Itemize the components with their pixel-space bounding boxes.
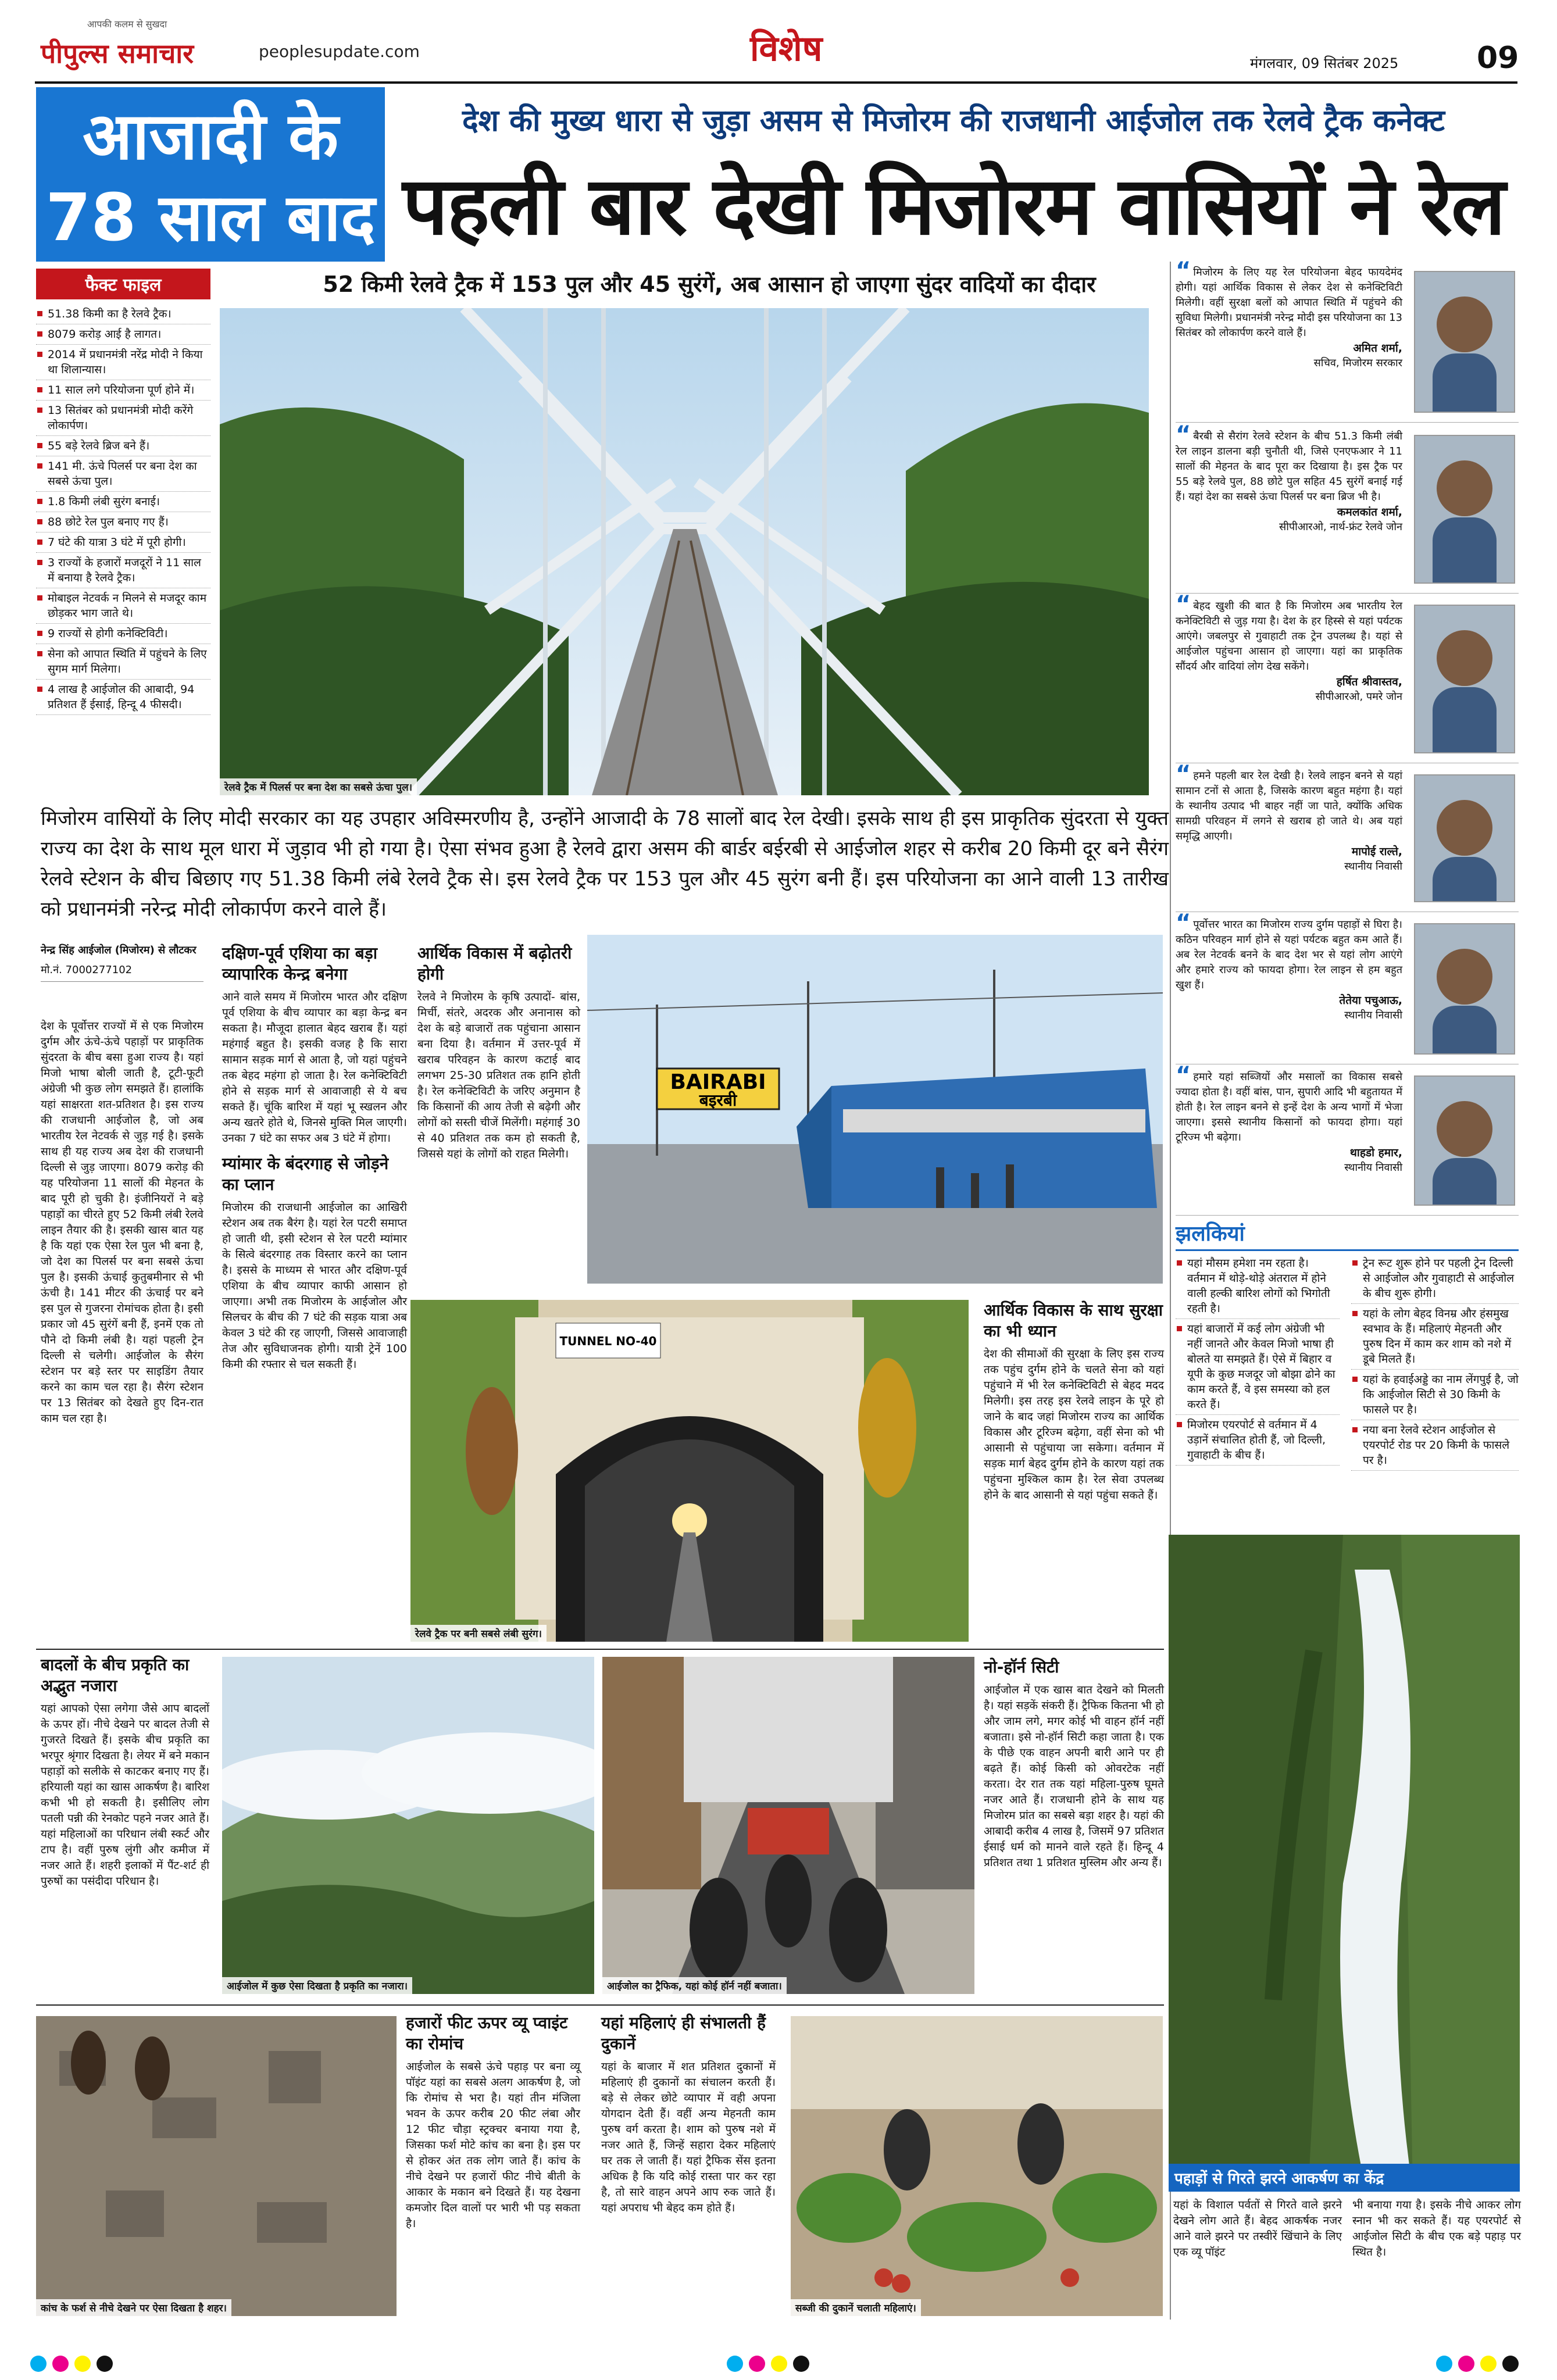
glass-floor-photo [36, 2016, 397, 2316]
portrait-photo [1414, 1075, 1515, 1206]
masthead-rule [35, 81, 1517, 84]
fact-item: 13 सितंबर को प्रधानमंत्री मोदी करेंगे लोकार्पण। [36, 401, 210, 436]
section-label: विशेष [750, 28, 823, 69]
market-photo [791, 2016, 1163, 2316]
quote-body: पूर्वोत्तर भारत का मिजोरम राज्य दुर्गम पहाड़ों से घिरा है। कठिन परिवहन मार्ग होने से यहां पर्यटक बहुत कम आते हैं। अब रेल नेटवर्क बनने के बाद देश भर से यहां लोग आएंगे और हमारे राज्य को फायदा होगा। रेल लाइन से हम बहुत खुश हैं। [1176, 919, 1402, 991]
magenta-dot [52, 2356, 69, 2372]
security-text: देश की सीमाओं की सुरक्षा के लिए इस राज्य तक पहुंच दुर्गम होने के चलते सेना को यहां पहुंचाने में भी रेल कनेक्टिविटी से बेहद मदद मिलेगी। इस तरह इस रेलवे लाइन के पूरे हो जाने के बाद जहां मिजोरम राज्य का आर्थिक विकास और टूरिज्म बढ़ेगा, वहीं सेना को भी आसानी से पहुंचाया जा सकेगा। वर्तमान में सड़क मार्ग बेहद दुर्गम होने के कारण यहां तक पहुंचना मुश्किल काम है। रेल सेवा उपलब्ध होने के बाद आसानी से यहां पहुंचा सकते हैं। [984, 1348, 1164, 1502]
quote-mark-icon: “ [1176, 761, 1191, 788]
hero-photo-caption: रेलवे ट्रैक में पिलर्स पर बना देश का सबसे ऊंचा पुल। [220, 778, 417, 795]
clouds-head: बादलों के बीच प्रकृति का अद्भुत नजारा [41, 1655, 190, 1695]
col2-text1: आने वाले समय में मिजोरम भारत और दक्षिण पूर्व एशिया के बीच व्यापार का बड़ा केन्द्र बन सकता है। मौजूदा हालात बेहद खराब हैं। यहां महंगाई बहुत है। इसकी वजह है कि सारा सामान सड़क मार्ग से आता है, जो यहां पहुंचने तक बेहद महंगा हो जाता है। रेल कनेक्टिविटी होने से सड़क मार्ग से आवाजाही से ये बच सकते हैं। चूंकि बारिश में यहां भू स्खलन और अन्य खतरे होते थे, जिनसे मुक्ति मिल जाएगी। उनका 7 घंटे का सफर अब 3 घंटे में होगा। [222, 991, 407, 1145]
women-shops-section [601, 2013, 776, 2216]
quote-body: हमने पहली बार रेल देखी है। रेलवे लाइन बनने से यहां सामान टनों से आता है, जिसके कारण बहुत महंगा है। यहां के स्थानीय उत्पाद भी बाहर नहीं जा पाते, क्योंकि अधिक सामग्री परिवहन में लगने से खराब हो जाते थे। अब यहां समृद्धि आएगी। [1176, 770, 1402, 842]
tunnel-sign: TUNNEL NO-40 [559, 1334, 657, 1348]
row2-rule [36, 1649, 1164, 1650]
glimpse-item: यहां के हवाईअड्डे का नाम लेंगपुई है, जो कि आईजोल सिटी से 30 किमी के फासले पर है। [1351, 1370, 1519, 1420]
glimpse-item: ट्रेन रूट शुरू होने पर पहली ट्रेन दिल्ली से आईजोल और गुवाहाटी से आईजोल के बीच शुरू होगी। [1351, 1253, 1519, 1304]
fact-item: 88 छोटे रेल पुल बनाए गए हैं। [36, 512, 210, 533]
glass-floor-illustration [36, 2016, 397, 2316]
security-section [984, 1300, 1164, 1503]
quote-block [1176, 1062, 1519, 1216]
quote-body: बेहद खुशी की बात है कि मिजोरम अब भारतीय रेल कनेक्टिविटी से जुड़ गया है। देश के हर हिस्से से यहां पर्यटक आएंगे। जबलपुर से गुवाहाटी तक ट्रेन उपलब्ध है। यहां से आईजोल पहुंचना आसान हो जाएगा। यहां का प्राकृतिक सौंदर्य और वादियां लोग देख सकेंगे। [1176, 600, 1402, 673]
quote-block [1176, 421, 1519, 594]
fact-item: 3 राज्यों के हजारों मजदूरों ने 11 साल में बनाया है रेलवे ट्रैक। [36, 553, 210, 588]
col2-head1: दक्षिण-पूर्व एशिया का बड़ा व्यापारिक केन्द्र बनेगा [222, 944, 378, 984]
clouds-section [41, 1654, 209, 1889]
black-dot [97, 2356, 113, 2372]
byline-place: आईजोल (मिजोरम) से लौटकर [78, 944, 197, 956]
quote-text [1176, 910, 1402, 993]
quote-text [1176, 258, 1402, 341]
quote-name: तेतेया पचुआऊ, [1339, 994, 1402, 1007]
magenta-dot [1458, 2356, 1474, 2372]
portrait-photo [1414, 605, 1515, 753]
no-horn-text: आईजोल में एक खास बात देखने को मिलती है। यहां सड़कें संकरी हैं। ट्रैफिक कितना भी हो और जाम लगे, मगर कोई भी वाहन हॉर्न नहीं बजाता। इसे नो-हॉर्न सिटी कहा जाता है। एक के पीछे एक वाहन अपनी बारी आने पर ही बढ़ते हैं। कोई किसी को ओवरटेक नहीं करता। देर रात तक यहां महिला-पुरुष घूमते नजर आते हैं। राजधानी होने के साथ यह मिजोरम प्रांत का सबसे बड़ा शहर है। यहां की आबादी करीब 4 लाख है, जिसमें 97 प्रतिशत ईसाई धर्म को मानने वाले रहते हैं। हिन्दू 4 प्रतिशत तथा 1 प्रतिशत मुस्लिम और अन्य हैं। [984, 1684, 1164, 1869]
glimpse-item: यहां के लोग बेहद विनम्र और हंसमुख स्वभाव के हैं। महिलाएं मेहनती और पुरुष दिन में काम कर शाम को नशे में डूबे मिलते हैं। [1351, 1304, 1519, 1370]
quote-name: मापोई राल्ते, [1351, 845, 1402, 858]
fact-item: 55 बड़े रेलवे ब्रिज बने हैं। [36, 436, 210, 456]
no-horn-head: नो-हॉर्न सिटी [984, 1657, 1059, 1677]
station-sign-en: BAIRABI [670, 1070, 766, 1094]
traffic-illustration [602, 1657, 974, 1994]
issue-date: मंगलवार, 09 सितंबर 2025 [1250, 55, 1399, 72]
byline-mobile: मो.नं. 7000277102 [41, 964, 133, 976]
quote-name: अमित शर्मा, [1353, 342, 1402, 355]
glass-floor-caption: कांच के फर्श से नीचे देखने पर ऐसा दिखता है शहर। [36, 2299, 231, 2316]
quote-role: सीपीआरओ, पमरे जोन [1315, 691, 1402, 703]
quote-text [1176, 421, 1402, 505]
quote-block [1176, 761, 1519, 912]
col3-text: रेलवे ने मिजोरम के कृषि उत्पादों- बांस, मिर्ची, संतरे, अदरक और अनानास को देश के बड़े बाजारों तक पहुंचाना आसान बना दिया है। वर्तमान में उत्तर-पूर्व में खराब परिवहन के कारण कटाई बाद लगभग 25-30 प्रतिशत तक हानि होती है। रेल कनेक्टिविटी के जरिए अनुमान है कि किसानों की आय तेजी से बढ़ेगी और लोगों को सस्ती चीजें मिलेंगी। महंगाई 30 से 40 प्रतिशत तक कम हो सकती है, जिससे यहां के लोगों को राहत मिलेगी। [417, 991, 580, 1160]
tunnel-illustration [410, 1300, 969, 1642]
market-photo-caption: सब्जी की दुकानें चलाती महिलाएं। [791, 2299, 921, 2316]
row3-rule [36, 2004, 1164, 2006]
glimpse-item: यहां बाजारों में कई लोग अंग्रेजी भी नहीं जानते और केवल मिजो भाषा ही बोलते या समझते हैं। ऐसे में बिहार व यूपी के कुछ मजदूर जो बोझा ढोने का काम करते हैं, वे इस समस्या को हल करते हैं। [1176, 1319, 1340, 1415]
station-illustration [587, 935, 1163, 1284]
paper-name: पीपुल्स समाचार [41, 38, 194, 69]
intro-paragraph: मिजोरम वासियों के लिए मोदी सरकार का यह उपहार अविस्मरणीय है, उन्होंने आजादी के 78 सालों बाद रेल देखी। इसके साथ ही इस प्राकृतिक सुंदरता से युक्त राज्य का देश के साथ मूल धारा में जुड़ाव भी हो गया है। ऐसा संभव हुआ है रेलवे द्वारा असम की बार्डर बईरबी से आईजोल शहर से करीब 20 किमी दूर बने सैरंग रेलवे स्टेशन के बीच बिछाए गए 51.38 किमी लंबे रेलवे ट्रैक से। इस रेलवे ट्रैक पर 153 पुल और 45 सुरंग बनी हैं। इस परियोजना का आने वाली 13 तारीख को प्रधानमंत्री नरेन्द्र मोदी लोकार्पण करने वाले हैं। [41, 807, 1169, 921]
fact-item: 8079 करोड़ आई है लागत। [36, 324, 210, 345]
cyan-dot [727, 2356, 743, 2372]
fact-item: 4 लाख है आईजोल की आबादी, 94 प्रतिशत हैं ईसाई, हिन्दू 4 फीसदी। [36, 680, 210, 715]
quote-role: स्थानीय निवासी [1344, 1009, 1402, 1021]
page-number: 09 [1477, 41, 1519, 76]
quote-text [1176, 591, 1402, 674]
portrait-photo [1414, 923, 1515, 1055]
station-sign-hi: बइरबी [699, 1091, 737, 1110]
yellow-dot [74, 2356, 91, 2372]
col2-head2: म्यांमार के बंदरगाह से जोड़ने का प्लान [222, 1154, 389, 1194]
viewpoint-text: आईजोल के सबसे ऊंचे पहाड़ पर बना व्यू पॉइंट यहां का सबसे अलग आकर्षण है, जो कि रोमांच से भरा है। यहां तीन मंजिला भवन के ऊपर करीब 20 फीट लंबा और 12 फीट चौड़ा स्ट्रक्चर बनाया गया है, जिसका फर्श मोटे कांच का बना है। इस पर से होकर अंत तक लोग जाते हैं। कांच के नीचे देखने पर हजारों फीट नीचे बीती के आकार के मकान बने दिखते हैं। यह देखना कमजोर दिल वालों पर भारी भी पड़ सकता है। [406, 2060, 580, 2230]
cyan-dot [30, 2356, 47, 2372]
quote-text [1176, 761, 1402, 844]
quote-mark-icon: “ [1176, 1062, 1191, 1089]
quote-block [1176, 910, 1519, 1064]
quote-block [1176, 258, 1519, 423]
masthead-tagline: आपकी कलम से सुखदा [87, 19, 167, 30]
quote-role: स्थानीय निवासी [1344, 1162, 1402, 1174]
waterfall-illustration [1169, 1535, 1520, 2192]
viewpoint-section [406, 2013, 580, 2232]
quote-name: कमलकांत शर्मा, [1337, 506, 1402, 519]
waterfall-text-right: भी बनाया गया है। इसके नीचे आकर लोग स्नान भी कर सकते हैं। यह एयरपोर्ट से आईजोल सिटी के बीच एक बड़े पहाड़ पर स्थित है। [1352, 2199, 1521, 2259]
col3-head: आर्थिक विकास में बढ़ोतरी होगी [417, 944, 572, 984]
col2-text2: मिजोरम की राजधानी आईजोल का आखिरी स्टेशन अब तक बैरंग है। यहां रेल पटरी समाप्त हो जाती थी, इसी स्टेशन से रेल पटरी म्यांमार के सित्वे बंदरगाह तक विस्तार करने का प्लान है। इससे के माध्यम से भारत और दक्षिण-पूर्व एशिया के बीच व्यापार काफी आसान हो जाएगा। अभी तक मिजोरम के आईजोल और सिलचर के बीच की 7 घंटे की सड़क यात्रा अब केवल 3 घंटे की रह जाएगी, जिससे आवाजाही तेज और सुविधाजनक होगी। यात्री ट्रेनें 100 किमी की रफ्तार से चल सकती हैं। [222, 1201, 407, 1371]
fact-file [36, 269, 210, 780]
hero-bridge-photo [220, 308, 1149, 795]
col1-body: देश के पूर्वोत्तर राज्यों में से एक मिजोरम दुर्गम और ऊंचे-ऊंचे पहाड़ों पर प्राकृतिक सुंदरता के बीच बसा हुआ राज्य है। यहां मिजो भाषा बोली जाती है, टूटी-फूटी अंग्रेजी भी कुछ लोग समझते हैं। हालांकि यहां साक्षरता शत-प्रतिशत है। इस राज्य की राजधानी आईजोल है, जो अब भारतीय रेल नेटवर्क से जुड़ गई है। इसके साथ ही यह राज्य अब देश की राजधानी दिल्ली से जुड़ जाएगा। 8079 करोड़ की यह परियोजना 11 सालों की मेहनत के बाद पूरी हो चुकी है। इंजीनियरों ने बड़े पहाड़ों का चीरते हुए 52 किमी लंबी रेलवे लाइन तैयार की है। इसकी खास बात यह है कि यहां एक ऐसा रेल पुल भी बना है, जो देश का पिलर्स पर बना सबसे ऊंचा पुल है। इसकी ऊंचाई कुतुबमीनार से भी ऊंची है। 141 मीटर की ऊंचाई पर बने इस पुल से गुजरना रोमांचक होता है। इसी प्रकार जो 45 सुरंगें बनी हैं, इनमें एक तो पौने दो किमी लंबी है। यहां पहली ट्रेन दिल्ली से चलेगी। आईजोल के सैरंग स्टेशन पर बड़े स्तर पर साइडिंग तैयार करने का काम चल रहा है। सैरंग स्टेशन पर 13 सितंबर को देखते हुए दिन-रात काम चल रहा है। [41, 1020, 203, 1425]
fact-item: 11 साल लगे परियोजना पूर्ण होने में। [36, 380, 210, 401]
waterfall-photo [1169, 1535, 1520, 2192]
quote-role: स्थानीय निवासी [1344, 860, 1402, 873]
quote-role: सचिव, मिजोरम सरकार [1313, 357, 1402, 369]
quote-mark-icon: “ [1176, 421, 1191, 448]
black-dot [793, 2356, 809, 2372]
quote-body: हमारे यहां सब्जियों और मसालों का विकास सबसे ज्यादा होता है। वहीं बांस, पान, सुपारी आदि भी बहुतायत में होती है। रेल लाइन बनने से इन्हें देश के अन्य भागों में भेजा जाएगा। इससे स्थानीय किसानों को फायदा होगा। यहां टूरिज्म भी बढ़ेगा। [1176, 1071, 1402, 1143]
fact-item: 1.8 किमी लंबी सुरंग बनाई। [36, 492, 210, 512]
fact-list [36, 304, 210, 715]
fact-item: 7 घंटे की यात्रा 3 घंटे में पूरी होगी। [36, 533, 210, 553]
quote-body: मिजोरम के लिए यह रेल परियोजना बेहद फायदेमंद होगी। यहां आर्थिक विकास से लेकर देश से कनेक्टिविटी मिलेगी। वहीं सुरक्षा बलों को आपात स्थिति में पहुंचने की सुविधा मिलेगी। प्रधानमंत्री नरेन्द्र मोदी इस परियोजना का 13 सितंबर को लोकार्पण करने वाले हैं। [1176, 266, 1402, 339]
subhead: 52 किमी रेलवे ट्रैक में 153 पुल और 45 सुरंगें, अब आसान हो जाएगा सुंदर वादियों का दीदार [323, 271, 1096, 297]
glimpse-item: मिजोरम एयरपोर्ट से वर्तमान में 4 उड़ानें संचालित होती हैं, जो दिल्ली, गुवाहाटी के बीच हैं। [1176, 1415, 1340, 1466]
traffic-photo-caption: आईजोल का ट्रैफिक, यहां कोई हॉर्न नहीं बजाता। [602, 1977, 787, 1994]
quote-body: बैरबी से सैरांग रेलवे स्टेशन के बीच 51.3 किमी लंबी रेल लाइन डालना बड़ी चुनौती थी, जिसे एनएफआर ने 11 सालों की मेहनत के बाद पूरा कर दिखाया है। इस ट्रैक पर 55 बड़े रेलवे पुल, 88 छोटे पुल सहित 45 सुरंगें बनाई गई हैं। यहां देश का सबसे ऊंचा पिलर्स पर बना ब्रिज भी है। [1176, 430, 1402, 503]
banner-label [36, 87, 385, 262]
quote-name: हर्षित श्रीवास्तव, [1336, 676, 1402, 688]
quote-mark-icon: “ [1176, 910, 1191, 937]
quote-name: थाहडो हमार, [1349, 1146, 1402, 1159]
magenta-dot [749, 2356, 765, 2372]
masthead [0, 0, 1557, 81]
portrait-photo [1414, 774, 1515, 902]
glimpse-item: नया बना रेलवे स्टेशन आईजोल से एयरपोर्ट रोड पर 20 किमी के फासले पर है। [1351, 1420, 1519, 1471]
banner-kicker: देश की मुख्य धारा से जुड़ा असम से मिजोरम की राजधानी आईजोल तक रेलवे ट्रैक कनेक्ट [462, 103, 1445, 138]
glimpses-box [1176, 1218, 1519, 1532]
portrait-photo [1414, 271, 1515, 413]
fact-item: सेना को आपात स्थिति में पहुंचने के लिए सुगम मार्ग मिलेगा। [36, 644, 210, 680]
market-illustration [791, 2016, 1163, 2316]
no-horn-section [984, 1657, 1164, 1871]
fact-item: मोबाइल नेटवर्क न मिलने से मजदूर काम छोड़कर भाग जाते थे। [36, 588, 210, 624]
glimpses-right [1351, 1253, 1519, 1471]
fact-item: 141 मी. ऊंचे पिलर्स पर बना देश का सबसे ऊंचा पुल। [36, 456, 210, 492]
clouds-photo [222, 1657, 594, 1994]
security-head: आर्थिक विकास के साथ सुरक्षा का भी ध्यान [984, 1300, 1163, 1341]
headline: पहली बार देखी मिजोरम वासियों ने रेल [402, 159, 1505, 253]
yellow-dot [1480, 2356, 1497, 2372]
tunnel-photo-caption: रेलवे ट्रैक पर बनी सबसे लंबी सुरंग। [410, 1625, 547, 1642]
quote-mark-icon: “ [1176, 258, 1191, 284]
website[interactable]: peoplesupdate.com [259, 42, 420, 61]
quote-mark-icon: “ [1176, 591, 1191, 618]
cyan-dot [1436, 2356, 1452, 2372]
banner-label-line2: 78 साल बाद [45, 180, 376, 256]
quote-block [1176, 591, 1519, 763]
quote-text [1176, 1062, 1402, 1145]
portrait-photo [1414, 435, 1515, 584]
fact-item: 51.38 किमी का है रेलवे ट्रैक। [36, 304, 210, 324]
clouds-photo-caption: आईजोल में कुछ ऐसा दिखता है प्रकृति का नजारा। [222, 1977, 412, 1994]
tunnel-photo [410, 1300, 969, 1642]
women-shops-text: यहां के बाजार में शत प्रतिशत दुकानों में महिलाएं ही दुकानों का संचालन करती हैं। बड़े से लेकर छोटे व्यापार में वही अपना योगदान देती हैं। वहीं अन्य मेहनती काम पुरुष वर्ग करता है। शाम को पुरुष नशे में नजर आते हैं, जिन्हें सहारा देकर महिलाएं घर तक ले जाती हैं। यहां ट्रैफिक सेंस इतना अधिक है कि यदि कोई रास्ता पार कर रहा है, तो सारे वाहन अपने आप रुक जाते हैं। यहां अपराध भी बेहद कम होते हैं। [601, 2060, 776, 2214]
bridge-illustration [220, 308, 1149, 795]
col2 [222, 943, 407, 1373]
women-shops-head: यहां महिलाएं ही संभालती हैं दुकानें [601, 2013, 766, 2053]
clouds-illustration [222, 1657, 594, 1994]
glimpse-item: यहां मौसम हमेशा नम रहता है। वर्तमान में थोड़े-थोड़े अंतराल में होने वाली हल्की बारिश लोगों को भिगोती रहती है। [1176, 1253, 1340, 1319]
byline [41, 943, 203, 982]
waterfall-text-left: यहां के विशाल पर्वतों से गिरते वाले झरने देखने लोग आते हैं। बेहद आकर्षक नजर आने वाले झरने पर तस्वीरें खिंचाने के लिए एक व्यू पॉइंट [1173, 2199, 1342, 2259]
black-dot [1502, 2356, 1519, 2372]
waterfall-caption: पहाड़ों से गिरते झरने आकर्षण का केंद्र [1169, 2164, 1520, 2192]
viewpoint-head: हजारों फीट ऊपर व्यू प्वाइंट का रोमांच [406, 2013, 568, 2053]
fact-file-title: फैक्ट फाइल [36, 269, 210, 299]
glimpses-title: झलकियां [1176, 1218, 1519, 1251]
fact-item: 2014 में प्रधानमंत्री नरेंद्र मोदी ने किया था शिलान्यास। [36, 345, 210, 380]
byline-author: नेन्द्र सिंह [41, 944, 74, 956]
quote-role: सीपीआरओ, नार्थ-फ्रंट रेलवे जोन [1279, 521, 1402, 533]
banner-label-line1: आजादी के [82, 99, 339, 174]
station-photo [587, 935, 1163, 1284]
yellow-dot [771, 2356, 787, 2372]
col3 [417, 943, 580, 1162]
traffic-photo [602, 1657, 974, 1994]
glimpses-left [1176, 1253, 1340, 1466]
clouds-text: यहां आपको ऐसा लगेगा जैसे आप बादलों के ऊपर हों। नीचे देखने पर बादल तेजी से गुजरते दिखते हैं। इसके बीच प्रकृति का भरपूर श्रृंगार दिखता है। लेयर में बने मकान पहाड़ों को सलीके से काटकर बनाए गए हैं। हरियाली यहां का खास आकर्षण है। बारिश कभी भी हो सकती है। इसीलिए लोग पतली पन्नी की रेनकोट पहने नजर आते हैं। यहां महिलाओं का परिधान लंबी स्कर्ट और टाप है। वहीं पुरुष लुंगी और कमीज में नजर आते हैं। शहरी इलाकों में पैंट-शर्ट ही पुरुषों का पसंदीदा परिधान है। [41, 1702, 209, 1888]
fact-item: 9 राज्यों से होगी कनेक्टिविटी। [36, 624, 210, 644]
